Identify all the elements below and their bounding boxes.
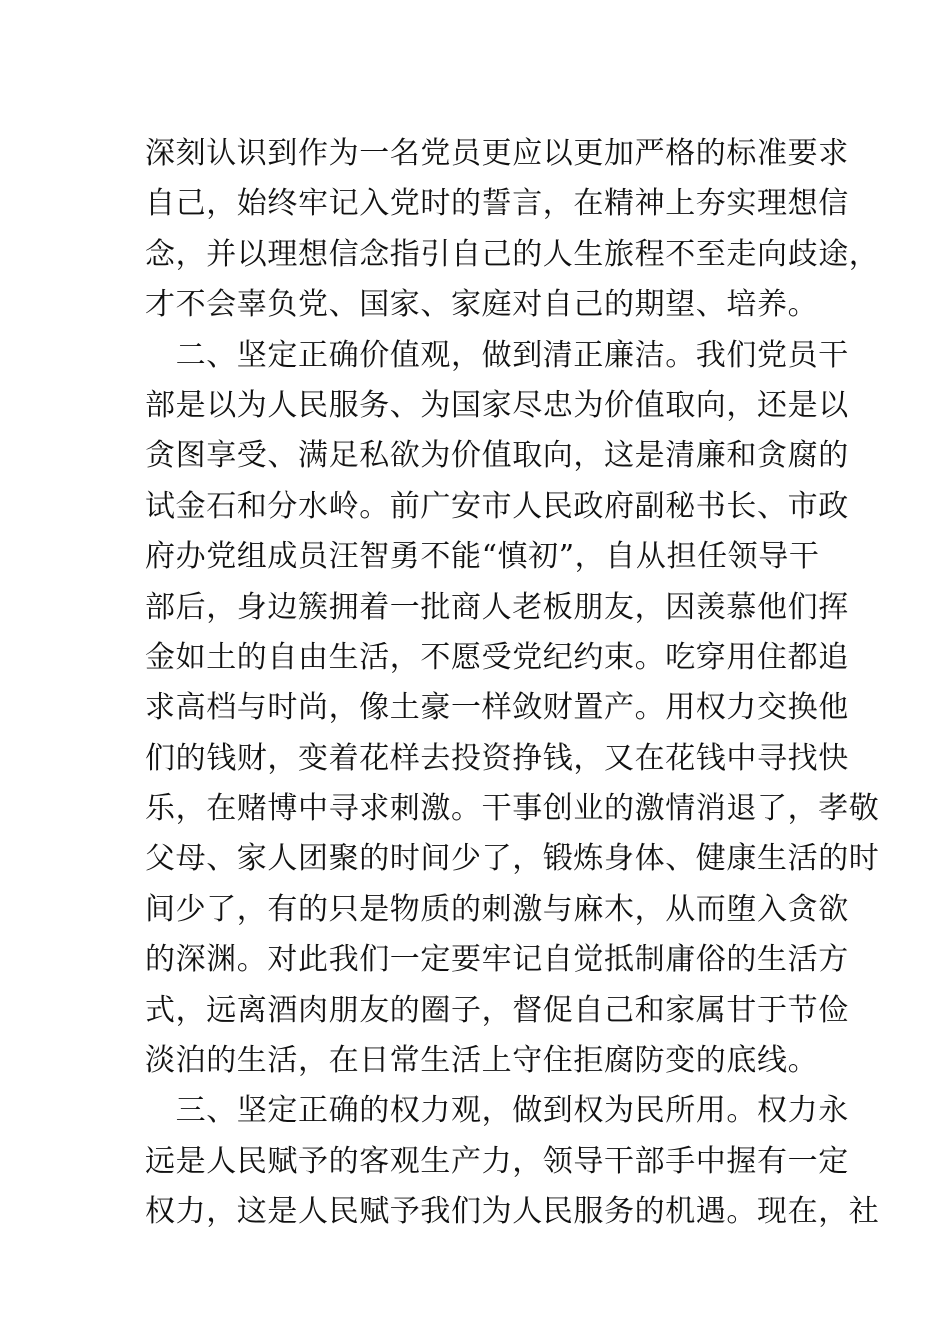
text-line: 才不会辜负党、国家、家庭对自己的期望、培养。 — [145, 287, 819, 323]
text-line: 式，远离酒肉朋友的圈子，督促自己和家属甘于节俭 — [145, 992, 849, 1028]
text-line: 们的钱财，变着花样去投资挣钱，又在花钱中寻找快 — [145, 740, 849, 776]
text-line: 父母、家人团聚的时间少了，锻炼身体、健康生活的时 — [145, 841, 880, 877]
text-line: 乐，在赌博中寻求刺激。干事创业的激情消退了，孝敬 — [145, 791, 880, 827]
text-line: 深刻认识到作为一名党员更应以更加严格的标准要求 — [145, 136, 849, 171]
text-line: 三、坚定正确的权力观，做到权为民所用。权力永 — [145, 1093, 849, 1129]
text-line: 间少了，有的只是物质的刺激与麻木，从而堕入贪欲 — [145, 891, 849, 927]
text-line: 金如土的自由生活，不愿受党纪约束。吃穿用住都追 — [145, 639, 849, 675]
text-line: 的深渊。对此我们一定要牢记自觉抵制庸俗的生活方 — [145, 942, 849, 978]
text-line: 二、坚定正确价值观，做到清正廉洁。我们党员干 — [145, 337, 849, 373]
text-line: 自己，始终牢记入党时的誓言，在精神上夯实理想信 — [145, 186, 849, 222]
text-line: 试金石和分水岭。前广安市人民政府副秘书长、市政 — [145, 488, 849, 524]
text-line: 求高档与时尚，像土豪一样敛财置产。用权力交换他 — [145, 690, 849, 726]
text-line: 权力，这是人民赋予我们为人民服务的机遇。现在，社 — [145, 1194, 880, 1230]
text-line: 府办党组成员汪智勇不能“慎初”，自从担任领导干 — [145, 539, 820, 575]
text-line: 部后，身边簇拥着一批商人老板朋友，因羡慕他们挥 — [145, 589, 849, 625]
text-line: 贪图享受、满足私欲为价值取向，这是清廉和贪腐的 — [145, 438, 849, 474]
text-line: 淡泊的生活，在日常生活上守住拒腐防变的底线。 — [145, 1043, 819, 1079]
text-line: 部是以为人民服务、为国家尽忠为价值取向，还是以 — [145, 387, 849, 423]
body-text — [145, 129, 880, 1238]
text-line: 远是人民赋予的客观生产力，领导干部手中握有一定 — [145, 1143, 849, 1179]
text-line: 念，并以理想信念指引自己的人生旅程不至走向歧途， — [145, 236, 880, 272]
